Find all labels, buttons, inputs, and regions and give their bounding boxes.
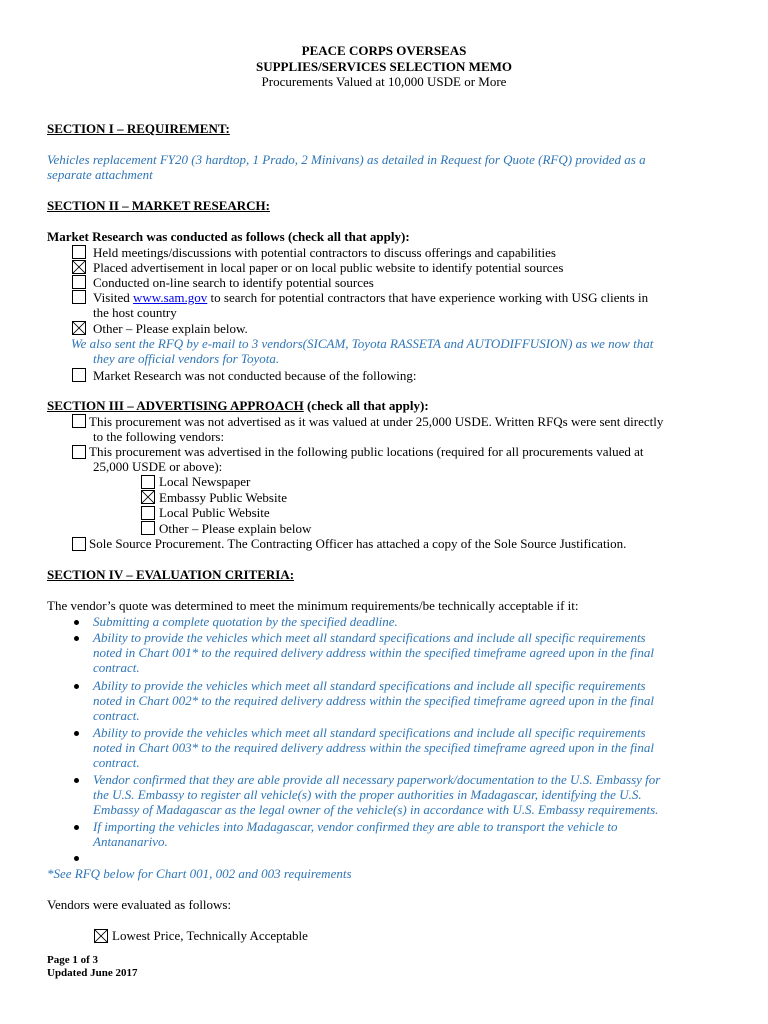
option-advertised-line-2: 25,000 USDE or above): — [93, 459, 223, 474]
location-embassy-website: Embassy Public Website — [159, 490, 287, 505]
footer-page-number: Page 1 of 3 — [47, 954, 99, 966]
sam-gov-link[interactable]: www.sam.gov — [133, 290, 208, 305]
section-4-heading: SECTION IV – EVALUATION CRITERIA: — [47, 567, 295, 582]
requirement-text-line-1: Vehicles replacement FY20 (3 hardtop, 1 Prado, 2 Minivans) as detailed in Request for Quote (RFQ) provided as a — [47, 152, 646, 167]
vendors-evaluated-intro: Vendors were evaluated as follows: — [47, 897, 232, 912]
option-not-advertised-line-1: This procurement was not advertised as it was valued at under 25,000 USDE. Written RFQs were sent directly — [89, 414, 664, 429]
criterion-5-line-2: the U.S. Embassy to register all vehicle(s) with the proper authorities in Madagascar, identifying the U.S. — [93, 787, 642, 802]
bullet-marker — [74, 731, 79, 736]
visited-text: Visited — [93, 290, 134, 305]
criterion-4-line-1: Ability to provide the vehicles which meet all standard specifications and include all specific requirements — [93, 725, 646, 740]
option-not-advertised-line-2: to the following vendors: — [93, 429, 225, 444]
checkbox-embassy-website[interactable] — [141, 490, 155, 504]
section-3-heading — [47, 398, 429, 413]
checkbox-lowest-price[interactable] — [94, 929, 108, 943]
checkmark-x-icon — [73, 322, 85, 334]
visited-text-after: to search for potential contractors that have experience working with USG clients in — [207, 290, 649, 305]
option-other-market: Other – Please explain below. — [93, 321, 248, 336]
footer-updated: Updated June 2017 — [47, 967, 138, 979]
market-research-intro: Market Research was conducted as follows (check all that apply): — [47, 229, 410, 244]
location-local-public-website: Local Public Website — [159, 505, 270, 520]
checkbox-not-conducted[interactable] — [72, 368, 86, 382]
checkbox-other-location[interactable] — [141, 521, 155, 535]
checkbox-held-meetings[interactable] — [72, 245, 86, 259]
location-local-newspaper: Local Newspaper — [159, 474, 251, 489]
section-3-heading-note: (check all that apply): — [303, 398, 429, 413]
checkbox-local-newspaper[interactable] — [141, 475, 155, 489]
bullet-marker — [74, 620, 79, 625]
option-visited-sam — [93, 290, 648, 305]
checkbox-placed-advertisement[interactable] — [72, 260, 86, 274]
checkbox-local-public-website[interactable] — [141, 506, 155, 520]
option-advertised-line-1: This procurement was advertised in the following public locations (required for all procurements valued at — [89, 444, 644, 459]
title-line-1: PEACE CORPS OVERSEAS — [301, 43, 467, 58]
criterion-5-line-1: Vendor confirmed that they are able provide all necessary paperwork/documentation to the U.S. Embassy for — [93, 772, 661, 787]
checkmark-x-icon — [95, 930, 107, 942]
criterion-5-line-3: Embassy of Madagascar as the legal owner of the vehicle(s) in accordance with U.S. Embassy requirements. — [93, 802, 659, 817]
checkbox-advertised[interactable] — [72, 445, 86, 459]
checkbox-not-advertised[interactable] — [72, 414, 86, 428]
criterion-2-line-2: noted in Chart 001* to the required delivery address within the specified timeframe agreed upon in the final — [93, 645, 654, 660]
checkmark-x-icon — [142, 491, 154, 503]
section-1-heading: SECTION I – REQUIREMENT: — [47, 121, 230, 136]
bullet-marker — [74, 778, 79, 783]
bullet-marker — [74, 636, 79, 641]
bullet-marker — [74, 684, 79, 689]
location-other: Other – Please explain below — [159, 521, 312, 536]
evaluation-intro: The vendor’s quote was determined to meet the minimum requirements/be technically acceptable if it: — [47, 598, 579, 613]
criterion-4-line-2: noted in Chart 003* to the required delivery address within the specified timeframe agreed upon in the final — [93, 740, 654, 755]
option-online-search: Conducted on-line search to identify potential sources — [93, 275, 374, 290]
criterion-4-line-3: contract. — [93, 755, 140, 770]
title-line-2: SUPPLIES/SERVICES SELECTION MEMO — [256, 59, 512, 74]
bullet-marker — [74, 825, 79, 830]
criterion-1-line-1: Submitting a complete quotation by the specified deadline. — [93, 614, 398, 629]
criterion-2-line-3: contract. — [93, 660, 140, 675]
criterion-3-line-3: contract. — [93, 708, 140, 723]
market-explain-line-1: We also sent the RFQ by e-mail to 3 vendors(SICAM, Toyota RASSETA and AUTODIFFUSION) as we now that — [71, 336, 654, 351]
checkbox-sole-source[interactable] — [72, 537, 86, 551]
option-placed-advertisement: Placed advertisement in local paper or on local public website to identify potential sources — [93, 260, 564, 275]
section-2-heading: SECTION II – MARKET RESEARCH: — [47, 198, 270, 213]
title-line-3: Procurements Valued at 10,000 USDE or More — [261, 74, 507, 89]
bullet-marker-empty — [74, 856, 79, 861]
option-sole-source: Sole Source Procurement. The Contracting Officer has attached a copy of the Sole Source Justification. — [89, 536, 627, 551]
checkbox-online-search[interactable] — [72, 275, 86, 289]
option-visited-sam-line-2: the host country — [93, 305, 177, 320]
criterion-3-line-2: noted in Chart 002* to the required delivery address within the specified timeframe agreed upon in the final — [93, 693, 654, 708]
criterion-6-line-1: If importing the vehicles into Madagascar, vendor confirmed they are able to transport the vehicle to — [93, 819, 618, 834]
option-not-conducted: Market Research was not conducted because of the following: — [93, 368, 417, 383]
criterion-3-line-1: Ability to provide the vehicles which meet all standard specifications and include all specific requirements — [93, 678, 646, 693]
rfq-footnote: *See RFQ below for Chart 001, 002 and 003 requirements — [47, 866, 352, 881]
criterion-2-line-1: Ability to provide the vehicles which meet all standard specifications and include all specific requirements — [93, 630, 646, 645]
checkbox-other-market[interactable] — [72, 321, 86, 335]
checkmark-x-icon — [73, 261, 85, 273]
market-explain-line-2: they are official vendors for Toyota. — [93, 351, 280, 366]
checkbox-visited-sam[interactable] — [72, 290, 86, 304]
evaluation-lowest-price: Lowest Price, Technically Acceptable — [112, 928, 308, 943]
requirement-text-line-2: separate attachment — [47, 167, 153, 182]
option-held-meetings: Held meetings/discussions with potential contractors to discuss offerings and capabilities — [93, 245, 556, 260]
section-3-heading-title: SECTION III – ADVERTISING APPROACH — [47, 398, 304, 413]
criterion-6-line-2: Antananarivo. — [93, 834, 168, 849]
